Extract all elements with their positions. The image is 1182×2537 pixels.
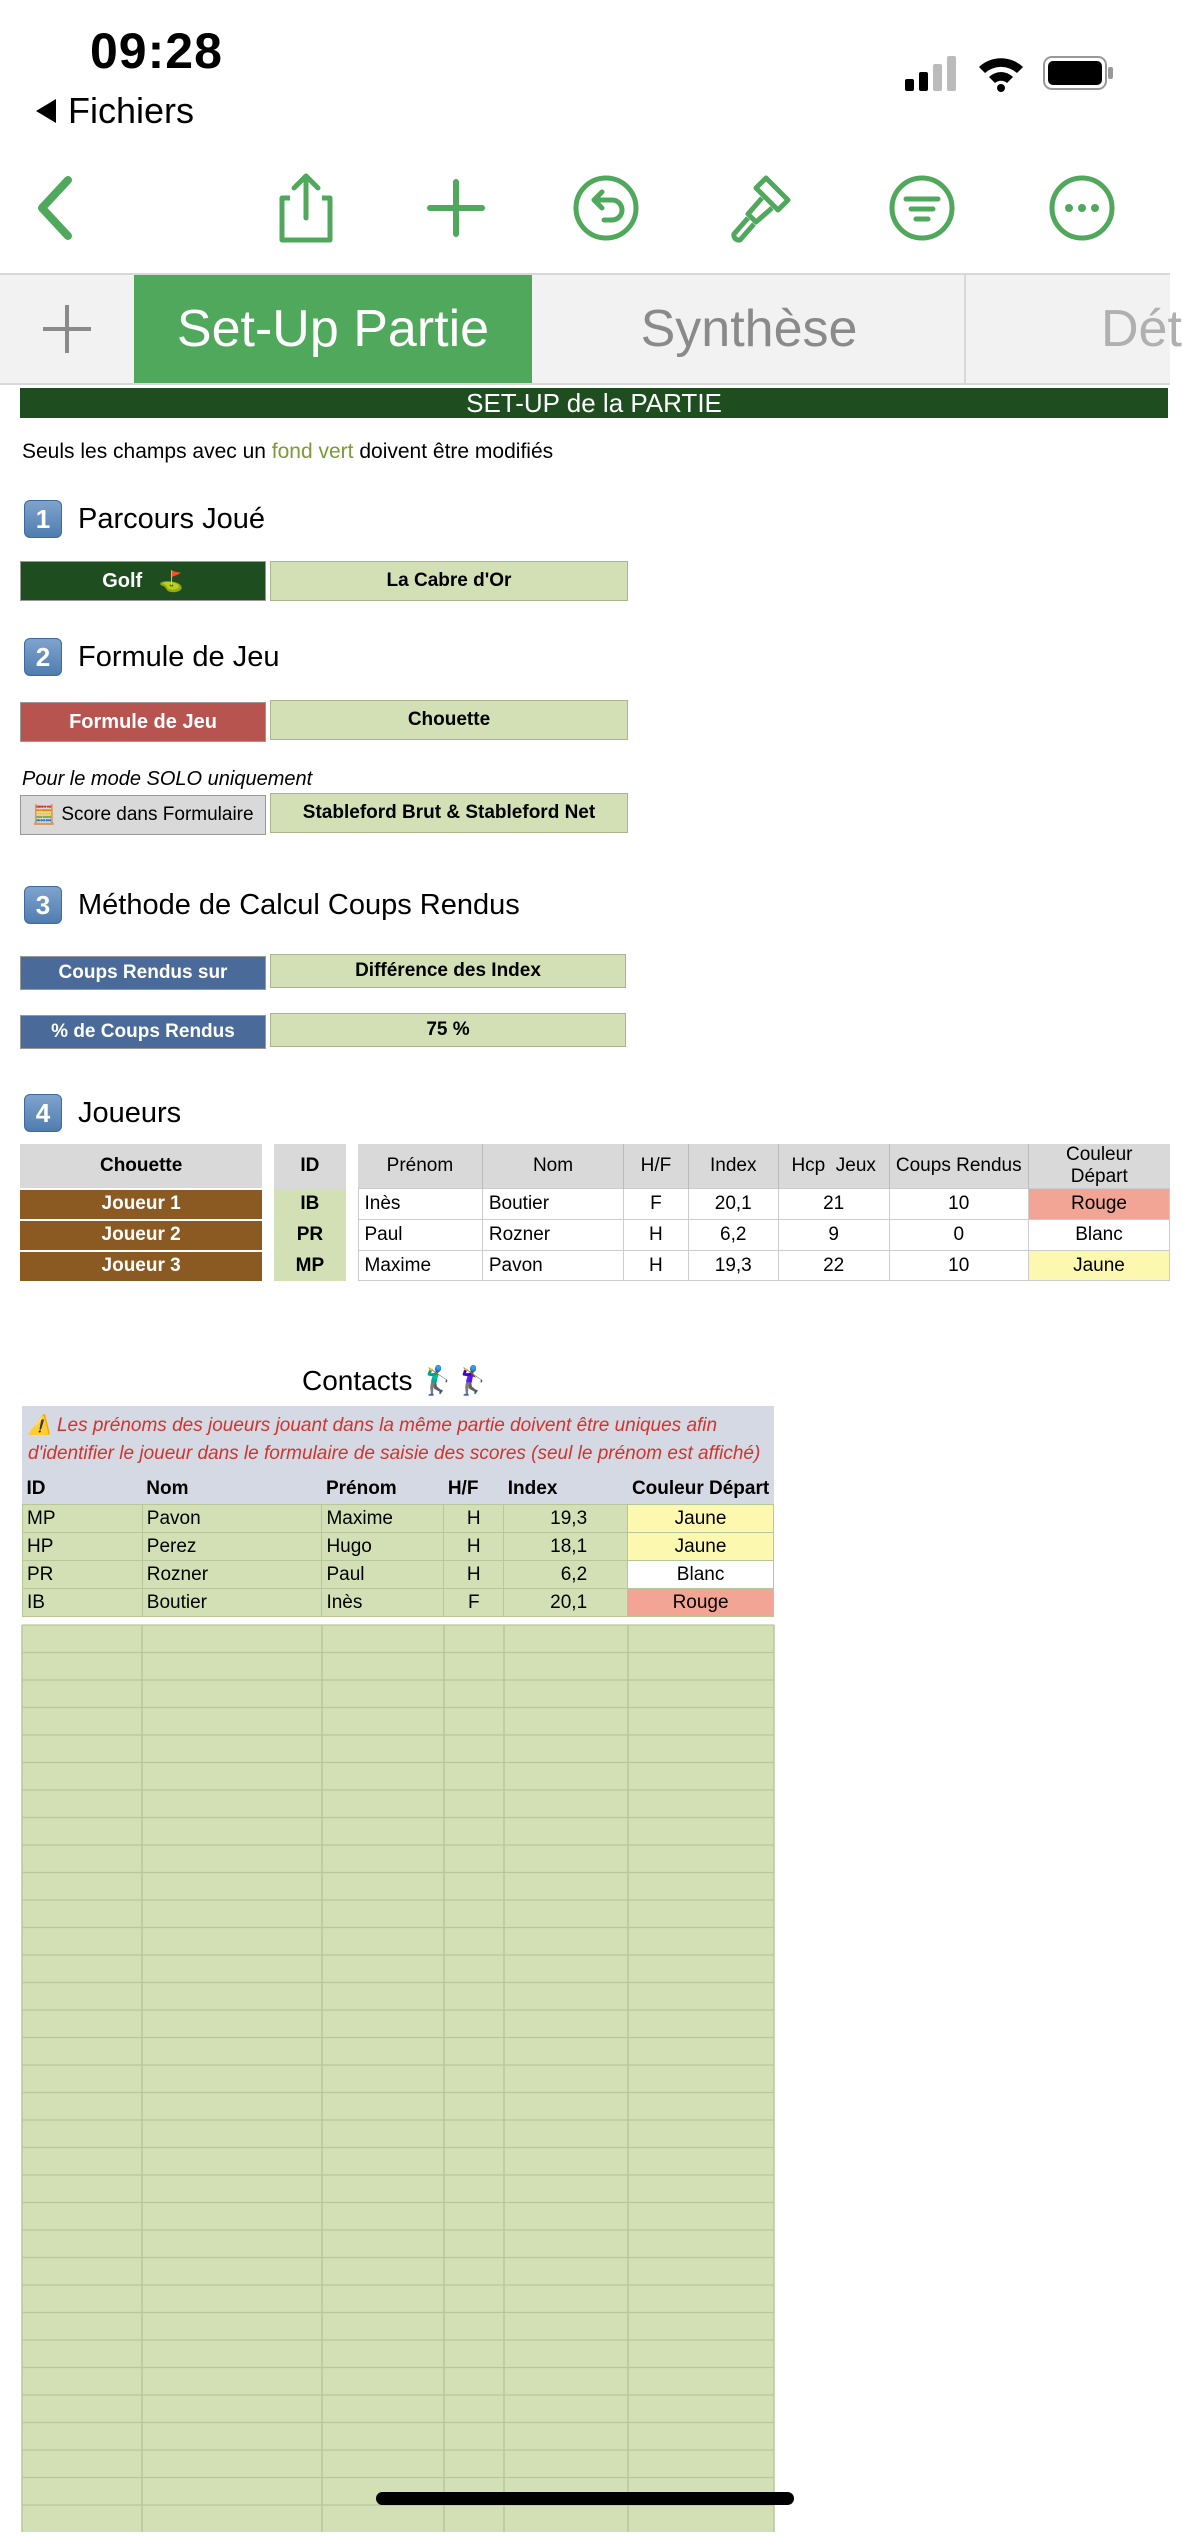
player-hf: H (624, 1220, 688, 1251)
contacts-col-id: ID (23, 1474, 143, 1505)
players-col-coups: Coups Rendus (889, 1144, 1028, 1189)
more-icon[interactable] (1042, 168, 1122, 248)
contact-prenom[interactable]: Hugo (322, 1533, 444, 1561)
solo-mode-note: Pour le mode SOLO uniquement (22, 768, 313, 790)
player-row-3 (20, 1251, 1170, 1281)
players-col-nom: Nom (482, 1144, 623, 1189)
organize-icon[interactable] (882, 168, 962, 248)
player-couleur: Rouge (1028, 1189, 1169, 1220)
back-files-label: Fichiers (68, 90, 195, 131)
player-nom: Pavon (482, 1251, 623, 1281)
section-title-parcours: Parcours Joué (78, 502, 265, 535)
contact-couleur[interactable]: Rouge (628, 1589, 774, 1617)
add-icon[interactable] (416, 168, 496, 248)
contacts-warning (22, 1406, 774, 1474)
player-row-1 (20, 1189, 1170, 1220)
instructions-text (22, 440, 553, 464)
player-nom: Boutier (482, 1189, 623, 1220)
section-joueurs (24, 1094, 181, 1132)
player-id: PR (274, 1220, 345, 1251)
player-coups: 10 (889, 1189, 1028, 1220)
player-id: IB (274, 1189, 345, 1220)
players-col-chouette: Chouette (20, 1144, 262, 1189)
contact-hf[interactable]: H (444, 1505, 504, 1533)
players-col-id: ID (274, 1144, 345, 1189)
undo-icon[interactable] (566, 168, 646, 248)
player-prenom: Paul (358, 1220, 482, 1251)
contact-nom[interactable]: Boutier (142, 1589, 322, 1617)
player-hf: F (624, 1189, 688, 1220)
contacts-title: Contacts 🏌️‍♂️🏌️‍♀️ (302, 1365, 491, 1396)
tab-details[interactable]: Dét (1101, 300, 1182, 358)
tab-synthese[interactable]: Synthèse (534, 275, 966, 383)
contact-row (23, 1561, 774, 1589)
add-sheet-button[interactable] (0, 275, 136, 383)
contact-hf[interactable]: H (444, 1561, 504, 1589)
player-coups: 10 (889, 1251, 1028, 1281)
section-title-formule: Formule de Jeu (78, 640, 280, 673)
warning-icon: ⚠️ (28, 1415, 52, 1436)
coups-rendus-sur-field[interactable]: Différence des Index (270, 954, 626, 988)
contact-id[interactable]: MP (23, 1505, 143, 1533)
contacts-table (22, 1474, 774, 1617)
instructions-green: fond vert (271, 440, 354, 463)
section-number-2: 2 (24, 638, 62, 676)
section-number-1: 1 (24, 500, 62, 538)
instructions-before: Seuls les champs avec un (22, 440, 272, 463)
contact-hf[interactable]: F (444, 1589, 504, 1617)
contacts-col-index: Index (504, 1474, 628, 1505)
plus-icon (39, 301, 95, 357)
contact-prenom[interactable]: Maxime (322, 1505, 444, 1533)
contact-nom[interactable]: Pavon (142, 1505, 322, 1533)
contacts-col-hf: H/F (444, 1474, 504, 1505)
home-indicator (376, 2492, 794, 2505)
contacts-empty-rows[interactable] (22, 1625, 774, 2532)
sheet-tab-bar (0, 273, 1182, 385)
player-hcp: 22 (778, 1251, 889, 1281)
players-col-couleur: Couleur Départ (1028, 1144, 1169, 1189)
player-slot: Joueur 2 (20, 1220, 262, 1251)
contacts-panel (22, 1406, 774, 1617)
contact-id[interactable]: HP (23, 1533, 143, 1561)
contact-index[interactable]: 18,1 (504, 1533, 628, 1561)
coups-rendus-sur-label: Coups Rendus sur (20, 956, 266, 990)
contact-row (23, 1589, 774, 1617)
players-col-prenom: Prénom (358, 1144, 482, 1189)
players-table (20, 1144, 1170, 1281)
golf-flag-icon: ⛳ (158, 570, 184, 593)
contact-nom[interactable]: Perez (142, 1533, 322, 1561)
wifi-icon (977, 55, 1025, 91)
back-to-files-link[interactable] (36, 90, 194, 132)
share-icon[interactable] (266, 168, 346, 248)
contact-id[interactable]: PR (23, 1561, 143, 1589)
contact-prenom[interactable]: Paul (322, 1561, 444, 1589)
back-triangle-icon (36, 99, 56, 123)
section-title-methode: Méthode de Calcul Coups Rendus (78, 888, 520, 921)
score-formulaire-text: Score dans Formulaire (61, 804, 254, 825)
instructions-after: doivent être modifiés (353, 440, 554, 463)
section-title-joueurs: Joueurs (78, 1096, 182, 1129)
player-index: 6,2 (688, 1220, 778, 1251)
warning-text: Les prénoms des joueurs jouant dans la même partie doivent être uniques afin d'identifier le joueur dans le formulaire de saisie des scores (seul le prénom est affiché) (28, 1415, 761, 1464)
contact-couleur[interactable]: Jaune (628, 1533, 774, 1561)
battery-icon (1043, 55, 1115, 91)
players-col-hf: H/F (624, 1144, 688, 1189)
cellular-signal-icon (905, 55, 959, 91)
section-number-4: 4 (24, 1094, 62, 1132)
player-index: 20,1 (688, 1189, 778, 1220)
contact-nom[interactable]: Rozner (142, 1561, 322, 1589)
player-nom: Rozner (482, 1220, 623, 1251)
tab-set-up-partie[interactable]: Set-Up Partie (134, 275, 532, 383)
golf-course-field[interactable]: La Cabre d'Or (270, 561, 628, 601)
score-formulaire-field[interactable]: Stableford Brut & Stableford Net (270, 793, 628, 833)
contact-row (23, 1505, 774, 1533)
contact-id[interactable]: IB (23, 1589, 143, 1617)
page-banner: SET-UP de la PARTIE (20, 388, 1168, 418)
contacts-col-couleur: Couleur Départ (628, 1474, 774, 1505)
contact-index[interactable]: 6,2 (504, 1561, 628, 1589)
contacts-header-row (23, 1474, 774, 1505)
player-slot: Joueur 3 (20, 1251, 262, 1281)
player-hcp: 21 (778, 1189, 889, 1220)
contact-index[interactable]: 19,3 (504, 1505, 628, 1533)
player-couleur: Blanc (1028, 1220, 1169, 1251)
formule-field[interactable]: Chouette (270, 700, 628, 740)
empty-grid (22, 1625, 774, 2532)
contact-couleur[interactable]: Blanc (628, 1561, 774, 1589)
score-formulaire-label (20, 795, 266, 835)
contact-row (23, 1533, 774, 1561)
pct-coups-rendus-label: % de Coups Rendus (20, 1015, 266, 1049)
section-number-3: 3 (24, 886, 62, 924)
player-couleur: Jaune (1028, 1251, 1169, 1281)
back-chevron-icon[interactable] (20, 168, 100, 248)
players-col-hcp: Hcp Jeux (778, 1144, 889, 1189)
player-hf: H (624, 1251, 688, 1281)
player-index: 19,3 (688, 1251, 778, 1281)
players-header-row (20, 1144, 1170, 1189)
player-row-2 (20, 1220, 1170, 1251)
contacts-col-nom: Nom (142, 1474, 322, 1505)
section-formule (24, 638, 280, 676)
player-prenom: Inès (358, 1189, 482, 1220)
section-methode (24, 886, 520, 924)
contact-index[interactable]: 20,1 (504, 1589, 628, 1617)
player-slot: Joueur 1 (20, 1189, 262, 1220)
status-time: 09:28 (90, 23, 223, 79)
golf-label (20, 561, 266, 601)
player-coups: 0 (889, 1220, 1028, 1251)
section-parcours (24, 500, 265, 538)
formule-label: Formule de Jeu (20, 702, 266, 742)
format-brush-icon[interactable] (722, 168, 802, 248)
player-id: MP (274, 1251, 345, 1281)
contact-prenom[interactable]: Inès (322, 1589, 444, 1617)
contact-couleur[interactable]: Jaune (628, 1505, 774, 1533)
player-hcp: 9 (778, 1220, 889, 1251)
abacus-icon: 🧮 (32, 805, 57, 826)
contact-hf[interactable]: H (444, 1533, 504, 1561)
pct-coups-rendus-field[interactable]: 75 % (270, 1013, 626, 1047)
status-icons (905, 55, 1115, 91)
golf-label-text: Golf (102, 569, 143, 592)
player-prenom: Maxime (358, 1251, 482, 1281)
contacts-col-prenom: Prénom (322, 1474, 444, 1505)
players-col-index: Index (688, 1144, 778, 1189)
